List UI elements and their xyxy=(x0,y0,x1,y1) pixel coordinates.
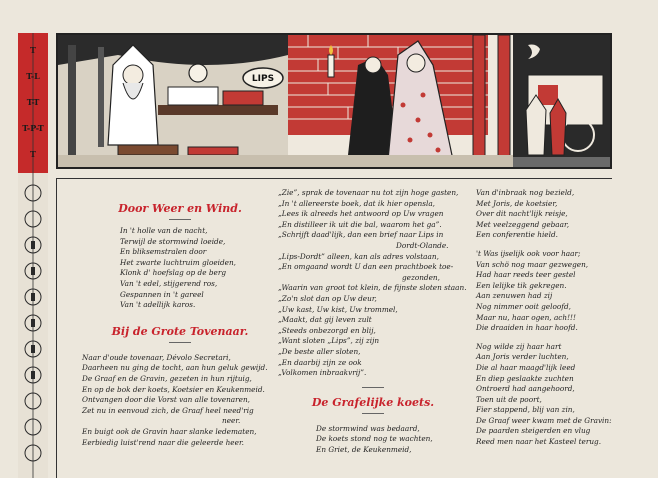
verse-line: Over dit nacht'lijk reisje, xyxy=(476,209,568,219)
side-letter: T-L xyxy=(26,71,40,81)
verse-line: Eerbiedig luist'rend naar die geleerde heer. xyxy=(82,437,244,447)
divider xyxy=(362,413,384,414)
verse-line: 't Was ijselijk ook voor haar; xyxy=(476,248,581,258)
verse-line: „Zo'n slot dan op Uw deur, xyxy=(278,293,377,303)
verse-line: Maar nu, haar ogen, ach!!! xyxy=(476,312,576,322)
verse-line: En buigt ook de Gravin haar slanke ledematen, xyxy=(82,426,257,436)
verse-line: De koets stond nog te wachten, xyxy=(316,434,433,444)
verse-line: Fier stappend, blij van zin, xyxy=(476,405,575,415)
verse-line: De Graaf en de Gravin, gezeten in hun rijtuig, xyxy=(82,373,252,383)
verse-line: gezonden, xyxy=(402,272,440,282)
side-letter: T-T xyxy=(26,97,40,107)
verse-line: „Want sloten „Lips”, zij zijn xyxy=(278,336,380,346)
verse-line: „En daarbij zijn ze ook xyxy=(278,357,362,367)
verse-line: De stormwind was bedaard, xyxy=(316,423,420,433)
verse-line: En Griet, de Keukenmeid, xyxy=(316,444,412,454)
verse-stanza xyxy=(278,424,468,456)
verse-line: Klonk d' hoefslag op de berg xyxy=(120,268,226,278)
verse-line: „Zie”, sprak de tovenaar nu tot zijn hoge gasten, xyxy=(278,188,459,197)
verse-stanza xyxy=(278,188,468,379)
verse-line: Van 't adellijk karos. xyxy=(120,300,196,310)
verse-line: „Uw kast, Uw kist, Uw trommel, xyxy=(278,304,398,314)
verse-line: Zet nu in eenvoud zich, de Graaf heel need'rig xyxy=(82,405,254,415)
verse-line: En diep geslaakte zuchten xyxy=(476,373,574,383)
verse-stanza xyxy=(86,226,274,311)
verse-line: Naar d'oude tovenaar, Dévolo Secretari, xyxy=(82,352,231,362)
verse-stanza xyxy=(476,249,646,334)
verse-line: Terwijl de stormwind loeide, xyxy=(120,236,226,246)
lips-sign-label: LIPS xyxy=(251,74,275,84)
verse-line: Toen uit de poort, xyxy=(476,394,542,404)
verse-line: „Schrijft daad'lijk, dan een brief naar Lips in xyxy=(278,230,444,240)
verse-line: „Volkomen inbraakvrij”. xyxy=(278,368,367,378)
verse-line: neer. xyxy=(222,416,241,426)
verse-line: Nog wilde zij haar hart xyxy=(476,341,562,351)
verse-line: „In 't allereerste boek, dat ik hier opensla, xyxy=(278,198,435,208)
verse-line: De paarden steigerden en vlug xyxy=(476,426,591,436)
verse-line: Daarheen nu ging de tocht, aan hun geluk gewijd. xyxy=(82,363,268,373)
verse-line: „Lips-Dordt” alleen, kan als adres volstaan, xyxy=(278,251,439,261)
verse-line: „De beste aller sloten, xyxy=(278,346,361,356)
verse-stanza xyxy=(476,342,646,448)
verse-line: Een lelijke tik gekregen. xyxy=(476,280,567,290)
heading-door-weer-en-wind: Door Weer en Wind. xyxy=(118,202,242,215)
verse-line: De Graaf weer kwam met de Gravin: xyxy=(476,415,612,425)
verse-line: Ontroerd had aangehoord, xyxy=(476,384,575,394)
verse-stanza xyxy=(476,188,646,241)
side-letter: T-P-T xyxy=(22,123,44,133)
heading-bij-de-grote-tovenaar: Bij de Grote Tovenaar. xyxy=(111,324,249,338)
verse-stanza xyxy=(82,353,274,448)
verse-line: Had haar reeds teer gestel xyxy=(476,270,576,280)
side-letter: T xyxy=(30,149,36,159)
illustration-banner xyxy=(56,33,612,169)
verse-line: Dordt-Olande. xyxy=(396,240,449,250)
side-letter: T xyxy=(30,45,36,55)
verse-line: Die draaiden in haar hoofd. xyxy=(476,323,578,333)
verse-line: En op de bok der koets, Koetsier en Keukenmeid. xyxy=(82,384,265,394)
text-column-2 xyxy=(278,188,468,455)
verse-line: Gespannen in 't gareel xyxy=(120,289,204,299)
verse-line: Met veelzeggend gebaar, xyxy=(476,219,570,229)
heading-de-grafelijke-koets: De Grafelijke koets. xyxy=(311,395,435,409)
verse-line: „Waarin van groot tot klein, de fijnste sloten staan. xyxy=(278,283,467,293)
verse-line: Aan zenuwen had zij xyxy=(476,291,553,301)
verse-line: Een conferentie hield. xyxy=(476,230,558,240)
divider xyxy=(169,219,191,220)
page-rule-top xyxy=(56,178,612,179)
verse-line: Met Joris, de koetsier, xyxy=(476,198,558,208)
verse-line: „Steeds onbezorgd en blij, xyxy=(278,325,376,335)
verse-line: In 't holle van de nacht, xyxy=(120,226,208,235)
verse-line: Het zwarte luchtruim gloeiden, xyxy=(120,257,237,267)
verse-line: Reed men naar het Kasteel terug. xyxy=(476,437,602,447)
page-rule-left xyxy=(56,178,57,478)
verse-line: Die al haar maagd'lijk leed xyxy=(476,362,576,372)
verse-line: Ontvangen door die Vorst van alle tovenaren, xyxy=(82,395,250,405)
divider xyxy=(169,342,191,343)
side-ornament-column xyxy=(18,33,48,478)
verse-line: „Lees ik alreeds het antwoord op Uw vragen xyxy=(278,209,444,219)
verse-line: „En omgaand wordt U dan een prachtboek toe- xyxy=(278,262,454,272)
verse-line: „Maakt, dat gij leven zult xyxy=(278,315,372,325)
verse-line: Van d'inbraak nog bezield, xyxy=(476,188,575,197)
text-column-1 xyxy=(82,188,274,448)
verse-line: Aan Joris verder luchten, xyxy=(476,352,569,362)
verse-line: En bliksemstralen door xyxy=(120,247,207,257)
verse-line: Van schö nog maar gezwegen, xyxy=(476,259,589,269)
text-column-3 xyxy=(476,188,646,448)
divider xyxy=(362,387,384,388)
verse-line: „En distilleer ik uit die bal, waarom het ga”. xyxy=(278,219,442,229)
verse-line: Nog nimmer ooit geloofd, xyxy=(476,301,571,311)
verse-line: Van 't edel, stijgerend ros, xyxy=(120,278,218,288)
